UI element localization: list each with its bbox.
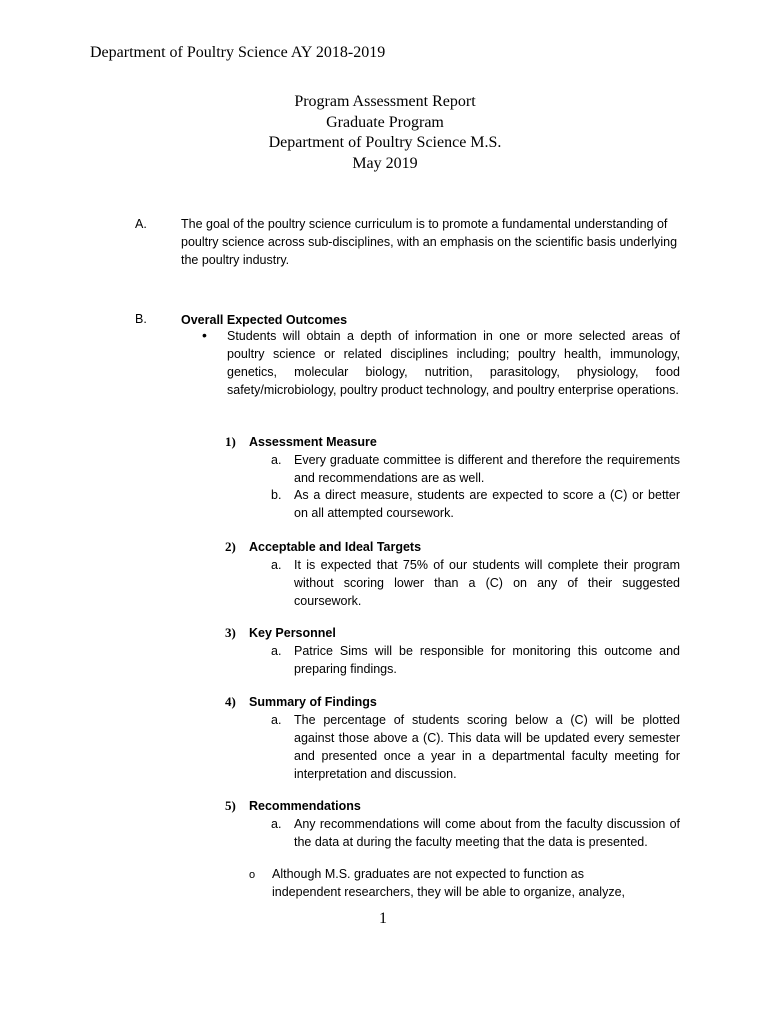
sub-item-text: Every graduate committee is different and therefore the requirements and recommendations are as well.: [294, 453, 680, 485]
circle-bullet-line: Although M.S. graduates are not expected to function as: [272, 867, 585, 881]
sub-item-text: The percentage of students scoring below a (C) will be plotted against those above a (C). This data will be updated every semester and presented once a year in a departmental faculty meeting for interpretation and discussion.: [294, 713, 680, 781]
program-name: Graduate Program: [326, 113, 444, 131]
item-title: Acceptable and Ideal Targets: [249, 540, 422, 554]
circle-bullet-text: [272, 865, 652, 901]
sub-item-letter: a.: [271, 644, 282, 658]
section-a-letter: A.: [135, 217, 147, 231]
report-title: Program Assessment Report: [294, 93, 476, 110]
sub-item-text: Patrice Sims will be responsible for monitoring this outcome and preparing findings.: [294, 644, 680, 676]
item-number: 1): [225, 434, 236, 449]
item-title: Key Personnel: [249, 626, 336, 640]
report-title-block: [0, 92, 770, 174]
degree-name: Department of Poultry Science M.S.: [268, 134, 502, 151]
sub-item-letter: b.: [271, 488, 282, 502]
circle-bullet-line: independent researchers, they will be able to organize, analyze,: [272, 885, 625, 899]
circle-bullet-glyph: o: [249, 869, 256, 881]
sub-item-letter: a.: [271, 558, 282, 572]
item-title: Assessment Measure: [249, 435, 377, 449]
item-number: 4): [225, 694, 236, 709]
outcome-bullet-text: Students will obtain a depth of information in one or more selected areas of poultry science or related disciplines including; poultry health, immunology, genetics, molecular biology, nutrition, parasitology, physiology, food safety/microbiology, poultry product technology, and poultry enterprise operations.: [227, 329, 680, 397]
item-number: 5): [225, 798, 236, 813]
item-number: 3): [225, 625, 236, 640]
page-number: 1: [379, 910, 387, 927]
sub-item-letter: a.: [271, 817, 282, 831]
sub-item-text: Any recommendations will come about from the faculty discussion of the data at during the faculty meeting that the data is presented.: [294, 817, 680, 849]
section-b-letter: B.: [135, 312, 147, 326]
sub-item-letter: a.: [271, 713, 282, 727]
sub-item-letter: a.: [271, 453, 282, 467]
department-header: Department of Poultry Science AY 2018-2019: [90, 44, 386, 61]
item-title: Recommendations: [249, 799, 361, 813]
item-title: Summary of Findings: [249, 695, 377, 709]
report-date: May 2019: [352, 154, 418, 172]
sub-item-text: It is expected that 75% of our students will complete their program without scoring lower than a (C) on any of their suggested coursework.: [294, 558, 680, 608]
section-a-text: The goal of the poultry science curriculum is to promote a fundamental understanding of poultry science across sub-disciplines, with an emphasis on the scientific basis underlying the poultry industry.: [181, 217, 678, 267]
item-number: 2): [225, 539, 236, 554]
section-b-heading: Overall Expected Outcomes: [181, 313, 348, 327]
bullet-glyph: •: [202, 327, 207, 343]
sub-item-text: As a direct measure, students are expected to score a (C) or better on all attempted coursework.: [294, 488, 680, 520]
